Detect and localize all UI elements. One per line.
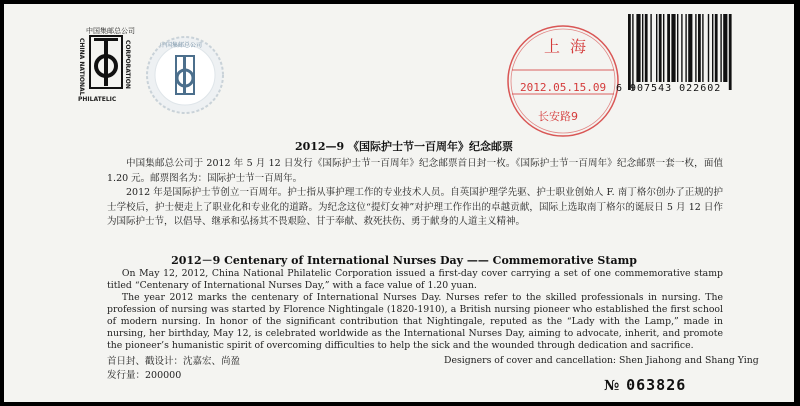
barcode-bar [632,14,633,90]
serial-number [604,376,686,394]
barcode-bar [688,14,692,82]
postmark-date: 2012.05.15.09 [520,81,607,94]
logo-chinese-name: 中国集邮总公司 [86,27,135,35]
chinese-title: 2012—9 《国际护士节一百周年》纪念邮票 [294,140,514,153]
barcode-bar [650,14,651,82]
barcode-bar [663,14,664,82]
barcode-bar [671,14,675,82]
english-paragraph: The year 2012 marks the centenary of International Nurses Day. Nurses refer to the skilled professionals in nursing. The profession of nursing was started by Florence Nightingale (1820-1910), a British nursing pioneer who established the first school of modern nursing. In honor of the significant contribution that Nightingale, reputed as the “Lady with the Lamp,” made in nursing, her birthday, May 12, is celebrated worldwide as the International Nurses Day, aiming to advocate, inherit, and promote the pioneer’s humanistic spirit of overcoming difficulties to help the sick and the wounded through dedication and sacrifice. [107,292,723,351]
designers-english: Designers of cover and cancellation: Shen Jiahong and Shang Ying [444,355,759,366]
barcode-bar [677,14,678,82]
designers-chinese: 首日封、戳设计：沈嘉宏、尚盈 [107,356,241,367]
barcode-bar [712,14,713,82]
logo-text-china-national: CHINA NATIONAL [78,38,85,96]
barcode-bar [729,14,732,90]
serial-digits: 063826 [626,376,687,394]
barcode-bar [685,14,686,82]
barcode-bar [645,14,648,82]
barcode-bar [698,14,701,82]
chinese-body [107,157,723,230]
serial-prefix: № [604,378,621,394]
barcode-bar [628,14,631,90]
barcode-bar [636,14,640,82]
barcode-bar [708,14,709,82]
barcode-bar [723,14,727,82]
postmark-branch: 长安路9 [538,110,578,123]
seal-label: 中国集邮总公司 [160,42,203,49]
barcode-bar [667,14,670,82]
envelope-back [4,4,794,402]
barcode-bar [702,14,703,82]
barcode-bar [656,14,657,82]
postmark-city: 上海 [544,37,597,56]
english-body [107,268,723,352]
english-title: 2012－9 Centenary of International Nurses Day —— Commemorative Stamp [171,254,637,267]
barcode-bar [659,14,662,82]
barcode-bar [720,14,721,82]
english-paragraph: On May 12, 2012, China National Philatelic Corporation issued a first-day cover carrying a set of one commemorative stamp titled “Centenary of International Nurses Day,” with a face value of 1.20 yuan. [107,268,723,291]
chinese-paragraph: 中国集邮总公司于 2012 年 5 月 12 日发行《国际护士节一百周年》纪念邮票首日封一枚。《国际护士节一百周年》纪念邮票一套一枚，面值 1.20 元。邮票图名为：国际护士节一百周年。 [107,158,723,184]
logo-text-corporation: CORPORATION [124,40,131,89]
footer-chinese-credits [107,355,240,383]
chinese-paragraph: 2012 年是国际护士节创立一百周年。护士指从事护理工作的专业技术人员。自英国护理学先驱、护士职业创始人 F. 南丁格尔创办了正规的护士学校后，护士便走上了职业化和专业化的道路。为纪念这位“提灯女神”对护理工作作出的卓越贡献，国际上选取南丁格尔的诞辰日 5 月 12 日作为国际护士节，以倡导、继承和弘扬其不畏艰险、甘于奉献、救死扶伤、勇于献身的人道主义精神。 [107,187,723,227]
issue-quantity: 发行量：200000 [107,370,182,381]
barcode-bar [642,14,643,82]
barcode-bar [681,14,682,82]
barcode-bar [695,14,696,82]
barcode-number: 907543 022602 [630,83,722,94]
logo-text-philatelic: PHILATELIC [78,96,117,103]
barcode-lead-digit: 6 [616,83,623,94]
barcode-bar [715,14,718,82]
